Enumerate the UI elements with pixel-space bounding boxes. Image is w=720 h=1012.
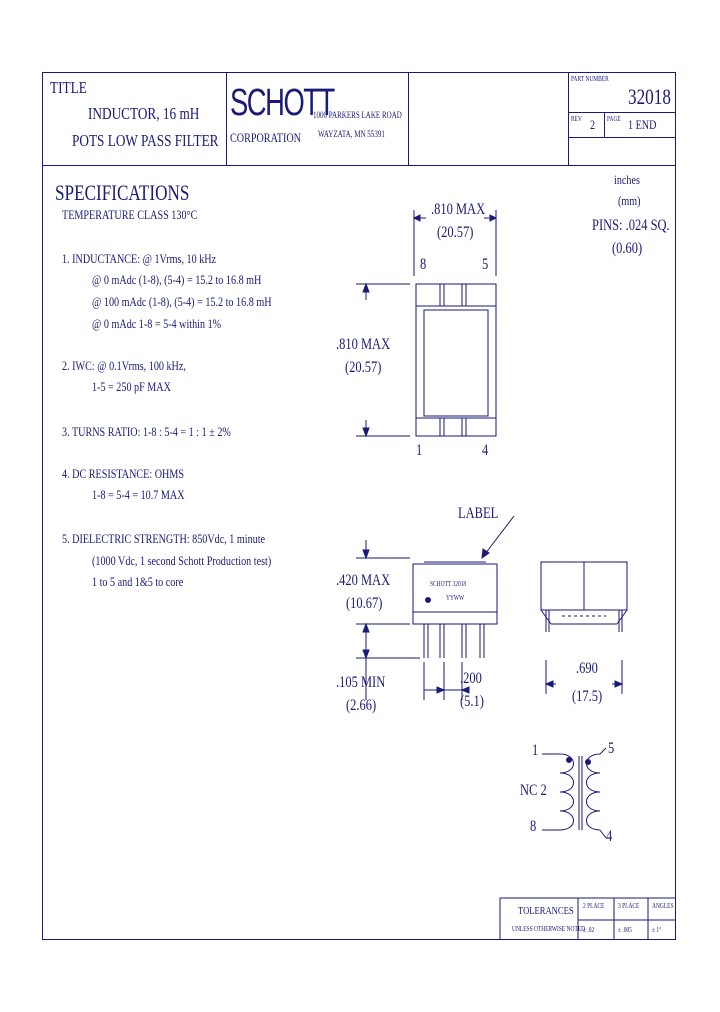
top-width-dim: .810 MAX xyxy=(431,201,486,218)
page-label: PAGE xyxy=(607,115,621,123)
spec-line-12: 1 to 5 and 1&5 to core xyxy=(92,574,184,589)
spec-line-11: (1000 Vdc, 1 second Schott Production test) xyxy=(92,553,272,568)
tolerance-col-3-label: ANGLES xyxy=(652,902,674,910)
tolerances-sub: UNLESS OTHERWISE NOTED xyxy=(512,925,586,933)
company-logo: SCHOTT xyxy=(230,82,334,124)
pin-spacing-dim-mm: (5.1) xyxy=(460,693,484,710)
schematic-pin-5: 5 xyxy=(608,740,615,757)
schematic-transformer xyxy=(542,748,606,838)
side-height-dim: .420 MAX xyxy=(336,572,391,589)
units-mm: (mm) xyxy=(618,193,641,208)
end-width-dim-mm: (17.5) xyxy=(572,688,603,705)
spec-line-9: 1-8 = 5-4 = 10.7 MAX xyxy=(92,487,185,502)
label-callout: LABEL xyxy=(458,505,499,522)
part-number: 32018 xyxy=(628,84,671,109)
company-sub: CORPORATION xyxy=(230,130,301,145)
address-line-1: 1000 PARKERS LAKE ROAD xyxy=(313,110,402,120)
temperature-class: TEMPERATURE CLASS 130°C xyxy=(62,207,198,222)
top-view-outline xyxy=(356,210,496,436)
pin-spacing-dim: .200 xyxy=(460,670,482,687)
label-text-1: SCHOTT 32018 xyxy=(430,580,467,588)
part-number-label: PART NUMBER xyxy=(571,75,609,83)
tolerance-col-1-label: 2 PLACE xyxy=(583,902,605,910)
pins-spec-mm: (0.60) xyxy=(612,240,643,257)
top-height-dim: .810 MAX xyxy=(336,336,391,353)
pin-length-dim: .105 MIN xyxy=(336,674,386,691)
top-pin-5: 5 xyxy=(482,256,489,273)
top-pin-4: 4 xyxy=(482,442,489,459)
schematic-pin-8: 8 xyxy=(530,818,537,835)
label-text-2: YYWW xyxy=(446,594,465,602)
title-line-1: INDUCTOR, 16 mH xyxy=(88,104,200,123)
pins-spec: PINS: .024 SQ. xyxy=(592,217,670,234)
spec-line-10: 5. DIELECTRIC STRENGTH: 850Vdc, 1 minute xyxy=(62,531,266,546)
tolerance-col-2-value: ± .005 xyxy=(618,926,632,934)
schematic-nc: NC 2 xyxy=(520,782,547,799)
tolerance-col-1-value: ± .02 xyxy=(583,926,595,934)
title-line-2: POTS LOW PASS FILTER xyxy=(72,131,219,150)
end-width-dim: .690 xyxy=(576,660,598,677)
spec-line-2: @ 0 mAdc (1-8), (5-4) = 15.2 to 16.8 mH xyxy=(92,272,262,287)
rev-label: REV xyxy=(571,115,582,123)
spec-line-1: 1. INDUCTANCE: @ 1Vrms, 10 kHz xyxy=(62,251,217,266)
tolerance-col-3-value: ± 1° xyxy=(652,926,662,934)
side-height-dim-mm: (10.67) xyxy=(346,595,383,612)
spec-line-5: 2. IWC: @ 0.1Vrms, 100 kHz, xyxy=(62,358,186,373)
spec-line-8: 4. DC RESISTANCE: OHMS xyxy=(62,466,185,481)
pin-length-dim-mm: (2.66) xyxy=(346,697,377,714)
page-value: 1 END xyxy=(628,117,657,132)
spec-line-7: 3. TURNS RATIO: 1-8 : 5-4 = 1 : 1 ± 2% xyxy=(62,424,231,439)
spec-line-3: @ 100 mAdc (1-8), (5-4) = 15.2 to 16.8 mH xyxy=(92,294,272,309)
tolerance-col-2-label: 3 PLACE xyxy=(618,902,640,910)
title-label: TITLE xyxy=(50,78,87,97)
address-line-2: WAYZATA, MN 55391 xyxy=(318,129,385,139)
spec-line-4: @ 0 mAdc 1-8 = 5-4 within 1% xyxy=(92,316,222,331)
schematic-pin-1: 1 xyxy=(532,742,539,759)
top-pin-1: 1 xyxy=(416,442,423,459)
tolerances-heading: TOLERANCES xyxy=(518,905,574,917)
schematic-pin-4: 4 xyxy=(606,828,613,845)
rev-value: 2 xyxy=(590,117,596,132)
top-pin-8: 8 xyxy=(420,256,427,273)
top-width-dim-mm: (20.57) xyxy=(437,224,474,241)
spec-line-6: 1-5 = 250 pF MAX xyxy=(92,379,171,394)
specifications-heading: SPECIFICATIONS xyxy=(55,180,190,205)
units-inches: inches xyxy=(614,172,640,187)
top-height-dim-mm: (20.57) xyxy=(345,359,382,376)
